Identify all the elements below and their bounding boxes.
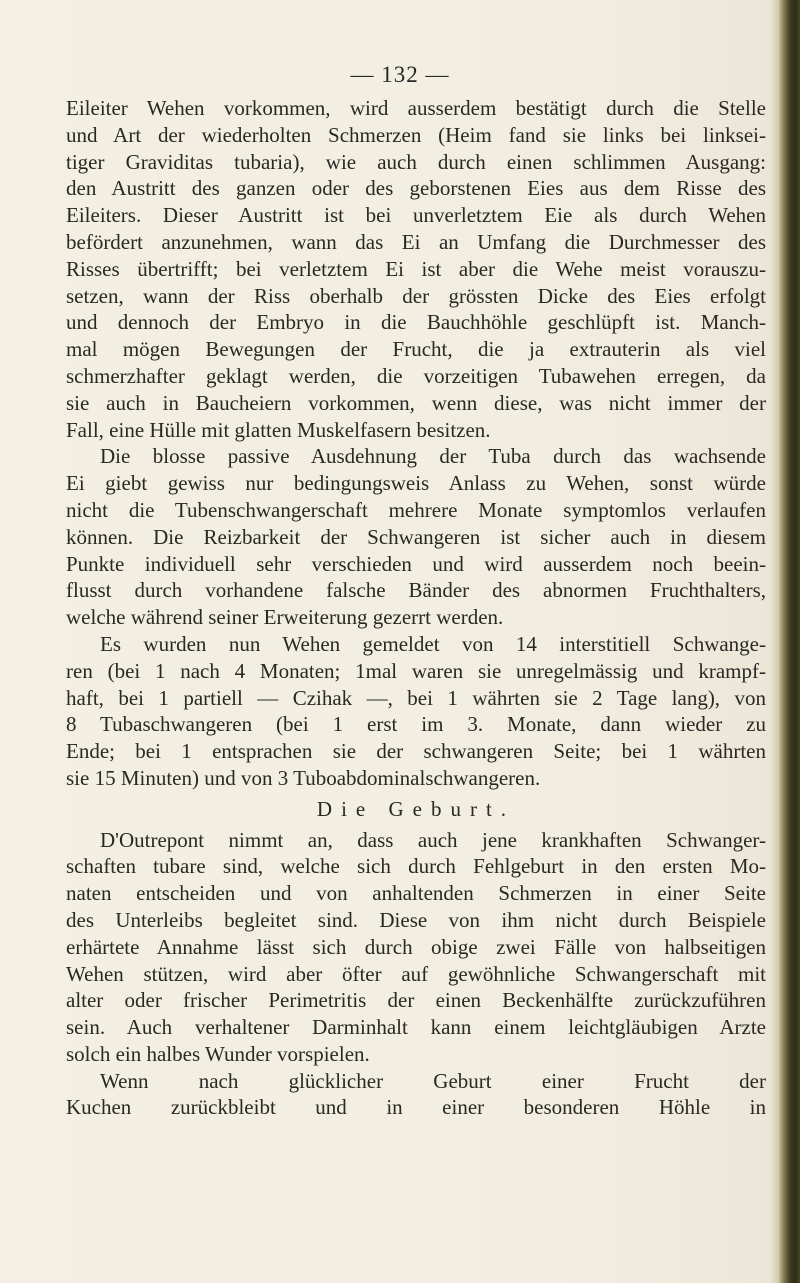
text-line: sie 15 Minuten) und von 3 Tuboabdominalschwangeren. — [66, 765, 541, 790]
text-line: 8 Tubaschwangeren (bei 1 erst im 3. Monate, dann wieder zu — [66, 712, 766, 737]
text-line: Die blosse passive Ausdehnung der Tuba durch das wachsende — [100, 444, 766, 469]
text-line: und dennoch der Embryo in die Bauchhöhle geschlüpft ist. Manch- — [66, 310, 766, 335]
text-line: solch ein halbes Wunder vorspielen. — [66, 1041, 370, 1066]
text-line: schaften tubare sind, welche sich durch Fehlgeburt in den ersten Mo- — [66, 854, 766, 879]
text-line: ren (bei 1 nach 4 Monaten; 1mal waren sie unregelmässig und krampf- — [66, 658, 766, 683]
text-line: tiger Graviditas tubaria), wie auch durch einen schlimmen Ausgang: — [66, 149, 766, 174]
text-line: können. Die Reizbarkeit der Schwangeren ist sicher auch in diesem — [66, 524, 766, 549]
text-line: befördert anzunehmen, wann das Ei an Umfang die Durchmesser des — [66, 229, 766, 254]
page-number: — 132 — — [350, 62, 450, 87]
text-line: Wehen stützen, wird aber öfter auf gewöhnliche Schwangerschaft mit — [66, 961, 766, 986]
text-line: Wenn nach glücklicher Geburt einer Frucht der — [100, 1068, 766, 1093]
text-line: sein. Auch verhaltener Darminhalt kann einem leichtgläubigen Arzte — [66, 1015, 766, 1040]
text-line: Ei giebt gewiss nur bedingungsweis Anlass zu Wehen, sonst würde — [66, 471, 766, 496]
text-line: erhärtete Annahme lässt sich durch obige zwei Fälle von halbseitigen — [66, 934, 766, 959]
text-line: Punkte individuell sehr verschieden und wird ausserdem noch beein- — [66, 551, 766, 576]
text-line: Eileiters. Dieser Austritt ist bei unverletztem Eie als durch Wehen — [66, 203, 766, 228]
text-line: Kuchen zurückbleibt und in einer besonderen Höhle in — [66, 1095, 766, 1120]
text-line: naten entscheiden und von anhaltenden Schmerzen in einer Seite — [66, 881, 766, 906]
text-line: alter oder frischer Perimetritis der einen Beckenhälfte zurückzuführen — [66, 988, 766, 1013]
text-line: Fall, eine Hülle mit glatten Muskelfasern besitzen. — [66, 417, 491, 442]
section-heading: Die Geburt. — [316, 796, 516, 821]
text-line: sie auch in Baucheiern vorkommen, wenn diese, was nicht immer der — [66, 390, 766, 415]
text-line: setzen, wann der Riss oberhalb der grössten Dicke des Eies erfolgt — [66, 283, 766, 308]
text-line: den Austritt des ganzen oder des geborstenen Eies aus dem Risse des — [66, 176, 766, 201]
text-line: nicht die Tubenschwangerschaft mehrere Monate symptomlos verlaufen — [66, 497, 766, 522]
text-line: und Art der wiederholten Schmerzen (Heim fand sie links bei linksei- — [66, 122, 766, 147]
text-line: D'Outrepont nimmt an, dass auch jene krankhaften Schwanger- — [100, 827, 766, 852]
text-line: welche während seiner Erweiterung gezerrt werden. — [66, 605, 504, 630]
text-line: haft, bei 1 partiell — Czihak —, bei 1 währten sie 2 Tage lang), von — [66, 685, 766, 710]
book-binding — [778, 0, 800, 1283]
text-line: schmerzhafter geklagt werden, die vorzeitigen Tubawehen erregen, da — [66, 363, 766, 388]
text-line: des Unterleibs begleitet sind. Diese von ihm nicht durch Beispiele — [66, 907, 766, 932]
text-line: Risses übertrifft; bei verletztem Ei ist aber die Wehe meist vorauszu- — [66, 256, 766, 281]
text-line: mal mögen Bewegungen der Frucht, die ja extrauterin als viel — [66, 337, 766, 362]
body-text — [66, 95, 766, 1121]
text-line: flusst durch vorhandene falsche Bänder des abnormen Fruchthalters, — [66, 578, 766, 603]
text-line: Es wurden nun Wehen gemeldet von 14 interstitiell Schwange- — [100, 631, 766, 656]
text-line: Eileiter Wehen vorkommen, wird ausserdem bestätigt durch die Stelle — [66, 96, 766, 120]
text-line: Ende; bei 1 entsprachen sie der schwangeren Seite; bei 1 währten — [66, 739, 766, 764]
